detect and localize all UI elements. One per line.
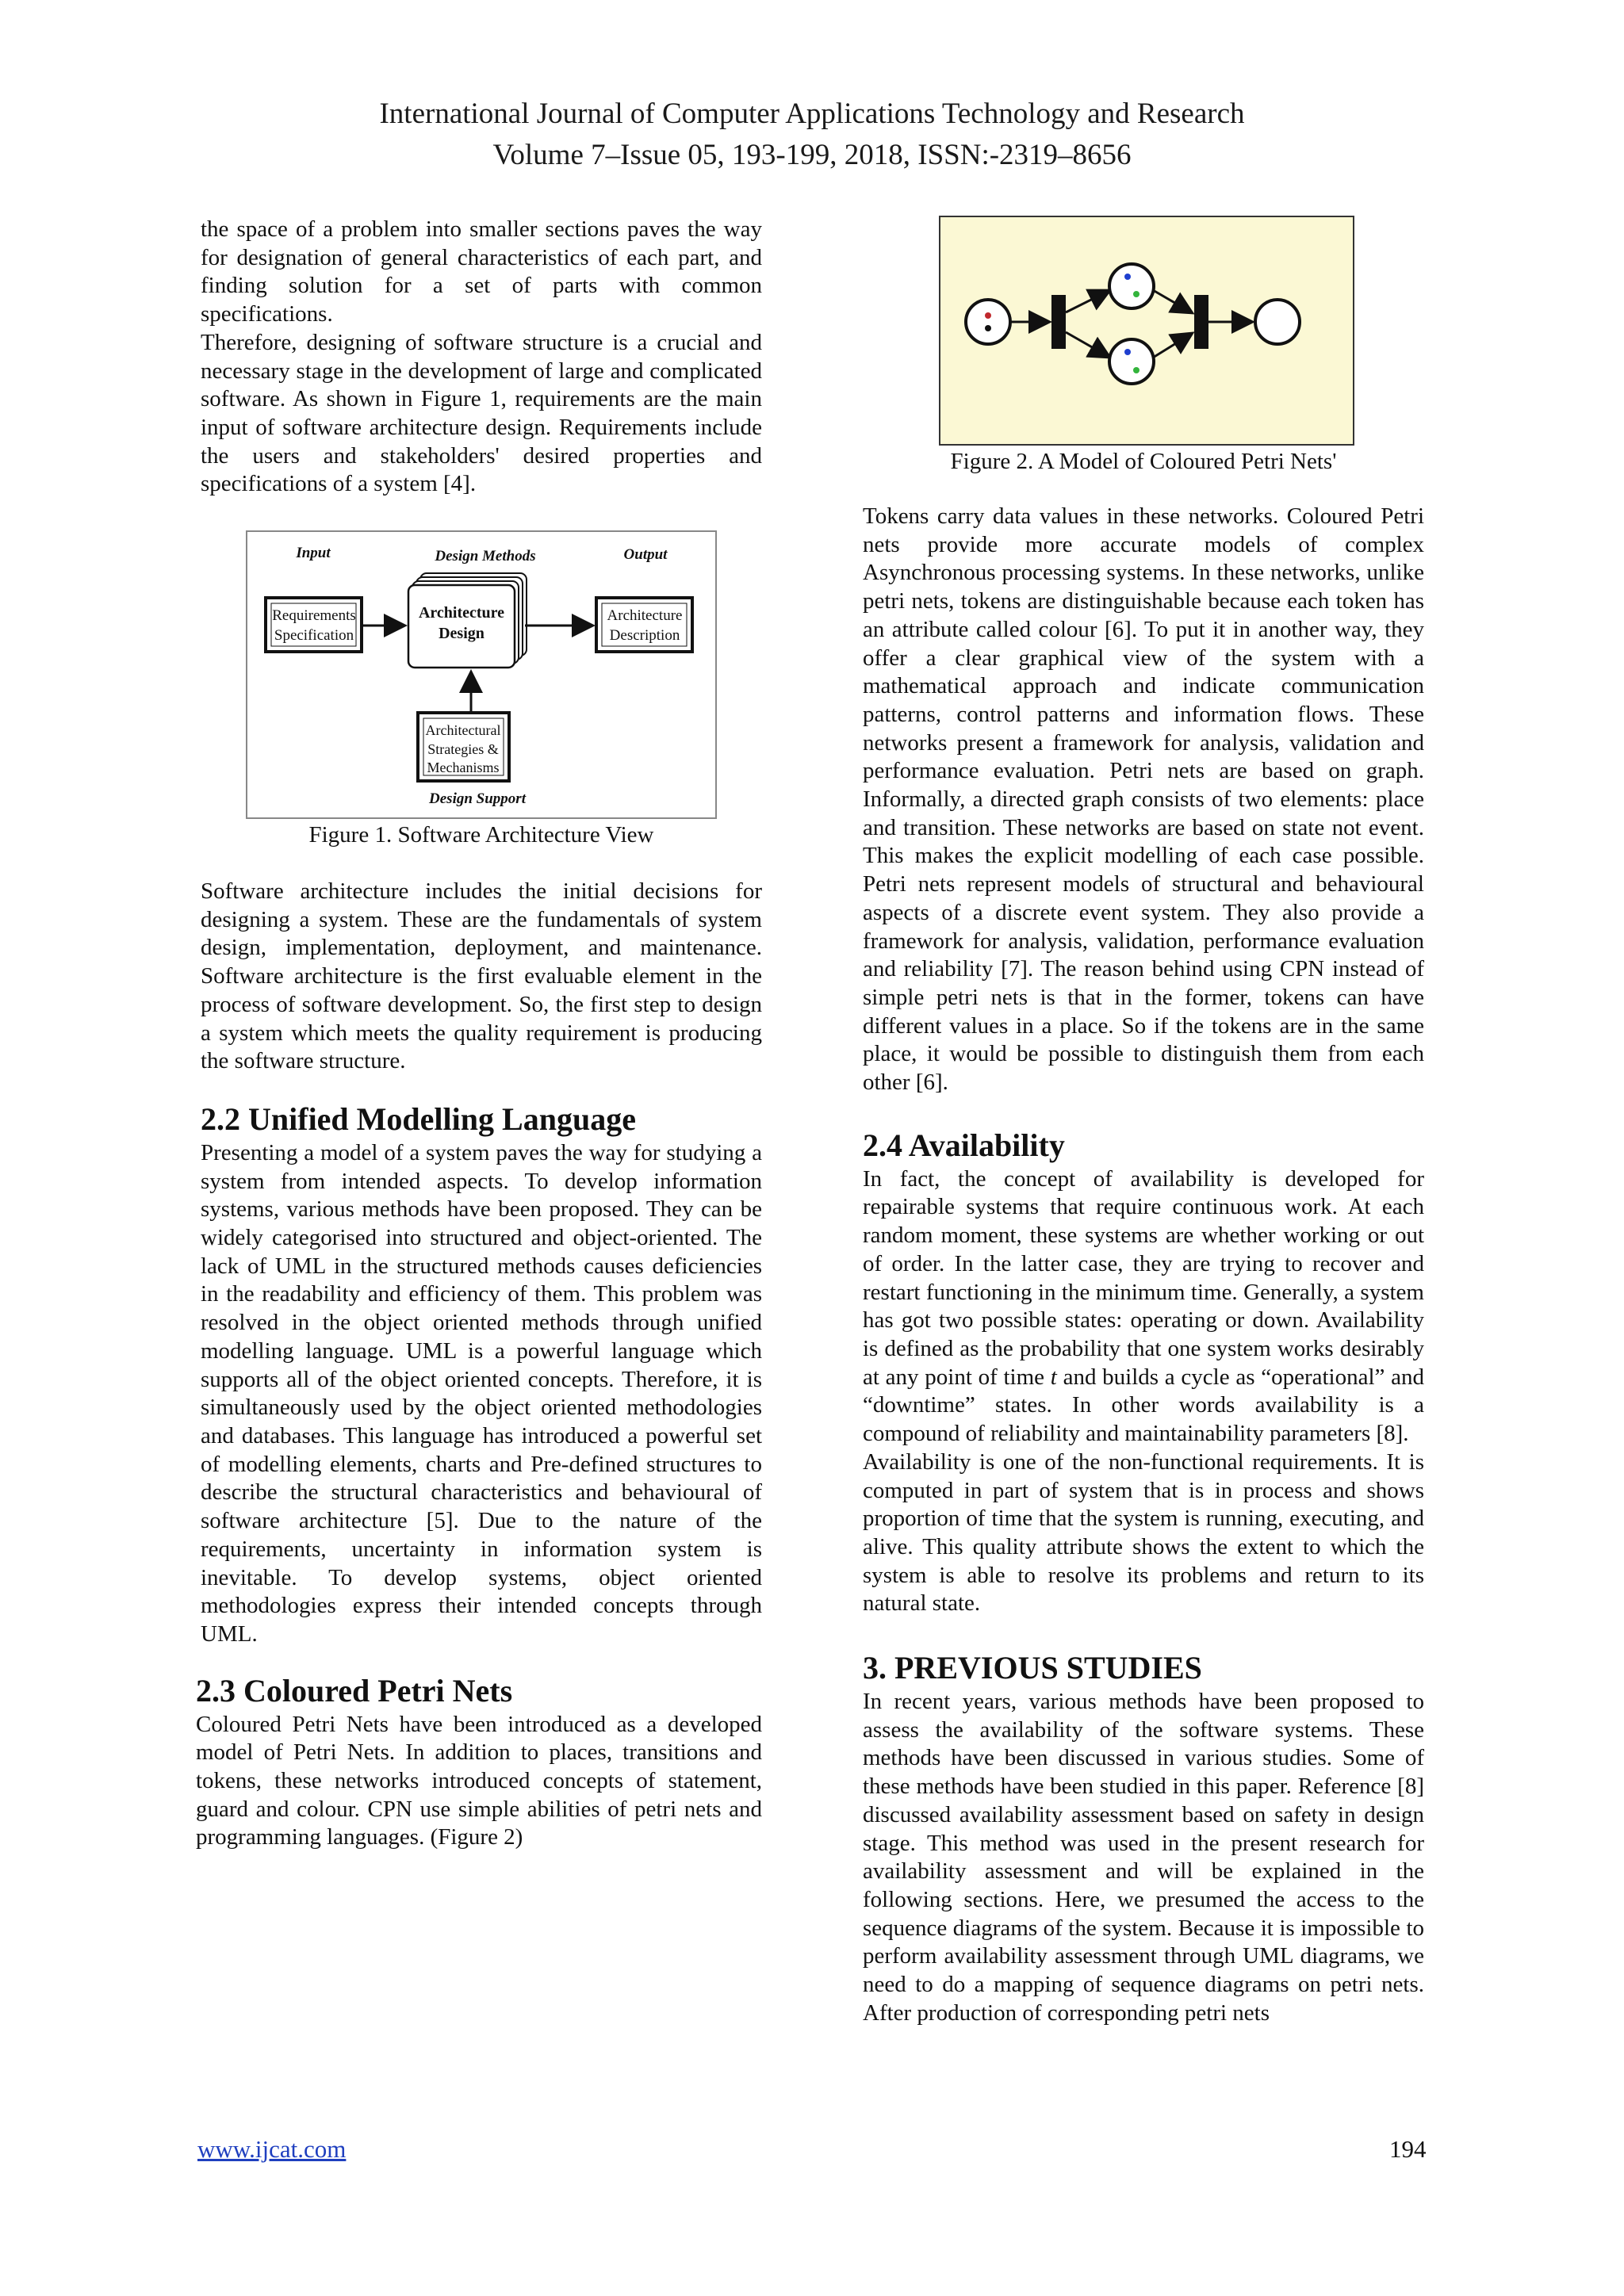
transition-2 xyxy=(1194,295,1208,349)
right-column xyxy=(863,216,1424,2027)
paragraph xyxy=(863,1165,1424,1448)
figure-1-caption: Figure 1. Software Architecture View xyxy=(308,822,654,848)
journal-website-link[interactable]: www.ijcat.com xyxy=(197,2135,347,2163)
design-support-label: Design Support xyxy=(429,790,526,808)
strategies-line3: Mechanisms xyxy=(427,760,500,776)
place-1 xyxy=(966,300,1010,344)
token-green xyxy=(1133,291,1139,297)
token-black xyxy=(985,325,991,331)
description-line1: Architecture xyxy=(607,607,683,625)
paragraph: In recent years, various methods have been proposed to assess the availability of the software systems. These methods have been discussed in various studies. Some of these methods have been studied in this paper. Reference [8] discussed availability assessment based on safety in design stage. This method was used in the present research for availability assessment and will be explained in the following sections. Here, we presumed the access to the sequence diagrams of the system. Because it is impossible to perform availability assessment through UML diagrams, we need to do a mapping of sequence diagrams on petri nets. After production of corresponding petri nets xyxy=(863,1689,1424,2026)
paragraph: Software architecture includes the initial decisions for designing a system. These are the fundamentals of system design, implementation, deployment, and maintenance. Software architecture is the first evaluable element in the process of software development. So, the first step to design a system which meets the quality requirement is producing the software structure. xyxy=(201,878,762,1074)
paragraph: Availability is one of the non-functional requirements. It is computed in part of system that is in process and shows proportion of time that the system is running, executing, and alive. This quality attribute shows the extent to which the system is able to resolve its problems and return to its natural state. xyxy=(863,1448,1424,1617)
section-heading: 2.4 Availability xyxy=(863,1127,1065,1163)
section-heading: 2.2 Unified Modelling Language xyxy=(201,1100,636,1137)
requirements-line2: Specification xyxy=(274,627,354,645)
text-run: and builds a cycle as “operational” and “downtime” states. In other words availability is a compound of reliability and maintainability parameters [8]. xyxy=(863,1364,1424,1447)
architecture-design-line1: Architecture xyxy=(418,604,505,622)
section-heading: 3. PREVIOUS STUDIES xyxy=(863,1650,1202,1686)
page-number: 194 xyxy=(1389,2135,1427,2163)
architecture-diagram xyxy=(247,532,715,817)
description-line2: Description xyxy=(609,627,680,645)
paragraph: Therefore, designing of software structure is a crucial and necessary stage in the development of large and complicated software. As shown in Figure 1, requirements are the main input of software architecture design. Requirements include the users and stakeholders' desired properties and specifications of a system [4]. xyxy=(201,329,762,497)
place-3 xyxy=(1109,339,1154,384)
figure-2-caption: Figure 2. A Model of Coloured Petri Nets' xyxy=(950,449,1337,474)
paragraph: Tokens carry data values in these networks. Coloured Petri nets provide more accurate models of complex Asynchronous processing systems. In these networks, unlike petri nets, tokens are distinguishable because each token has an attribute called colour [6]. To put it in another way, they offer a clear graphical view of the system with a mathematical approach and indicate communication patterns, control patterns and information flows. These networks present a framework for analysis, validation and performance evaluation. Petri nets are based on graph. Informally, a directed graph consists of two elements: place and transition. These networks are based on state not event. This makes the explicit modelling of each case possible. Petri nets represent models of structural and behavioural aspects of a discrete event system. They also provide a framework for analysis, validation, performance evaluation and reliability [7]. The reason behind using CPN instead of simple petri nets is that in the former, tokens can have different values in a place. So if the tokens are in the same place, it would be possible to distinguish them from each other [6]. xyxy=(863,503,1424,1096)
token-blue xyxy=(1124,274,1131,280)
token-green xyxy=(1133,367,1139,373)
design-methods-label: Design Methods xyxy=(435,548,536,565)
journal-title: International Journal of Computer Applications Technology and Research xyxy=(379,98,1245,130)
figure-1-diagram xyxy=(246,530,717,819)
place-4 xyxy=(1255,300,1300,344)
paragraph: Coloured Petri Nets have been introduced as a developed model of Petri Nets. In addition to places, transitions and tokens, these networks introduced concepts of statement, guard and colour. CPN use simple abilities of petri nets and programming languages. (Figure 2) xyxy=(196,1711,762,1850)
text-run: In fact, the concept of availability is developed for repairable systems that require continuous work. At each random moment, these systems are whether working or out of order. In the latter case, they are trying to recover and restart functioning in the minimum time. Generally, a system has got two possible states: operating or down. Availability is defined as the probability that one system works desirably at any point of time xyxy=(863,1165,1424,1390)
journal-issue: Volume 7–Issue 05, 193-199, 2018, ISSN:-2319–8656 xyxy=(492,139,1132,171)
output-label: Output xyxy=(623,546,668,564)
petri-net-diagram xyxy=(940,217,1353,444)
figure-2-petri-net xyxy=(939,216,1354,446)
left-column xyxy=(196,216,762,1852)
variable-t: t xyxy=(1050,1364,1057,1390)
input-label: Input xyxy=(296,545,331,562)
paragraph: the space of a problem into smaller sections paves the way for designation of general characteristics of each part, and finding solution for a set of parts with common specifications. xyxy=(201,216,762,327)
token-blue xyxy=(1124,349,1131,355)
paragraph: Presenting a model of a system paves the way for studying a system from intended aspects. To develop information systems, various methods have been proposed. They can be widely categorised into structured and object-oriented. The lack of UML in the structured methods causes deficiencies in the readability and efficiency of them. This problem was resolved in the object oriented methods through unified modelling language. UML is a powerful language which supports all of the object oriented concepts. Therefore, it is simultaneously used by the object oriented methodologies and databases. This language has introduced a powerful set of modelling elements, charts and Pre-defined structures to describe the structural characteristics and behavioural of software architecture [5]. Due to the nature of the requirements, uncertainty in information system is inevitable. To develop systems, object oriented methodologies express their intended concepts through UML. xyxy=(201,1139,762,1647)
journal-header xyxy=(0,94,1624,176)
place-2 xyxy=(1109,264,1154,308)
strategies-line2: Strategies & xyxy=(427,741,499,758)
strategies-line1: Architectural xyxy=(425,722,501,739)
section-heading: 2.3 Coloured Petri Nets xyxy=(196,1672,513,1709)
token-red xyxy=(985,312,991,319)
requirements-line1: Requirements xyxy=(272,607,356,625)
architecture-design-line2: Design xyxy=(439,625,485,643)
transition-1 xyxy=(1051,295,1066,349)
